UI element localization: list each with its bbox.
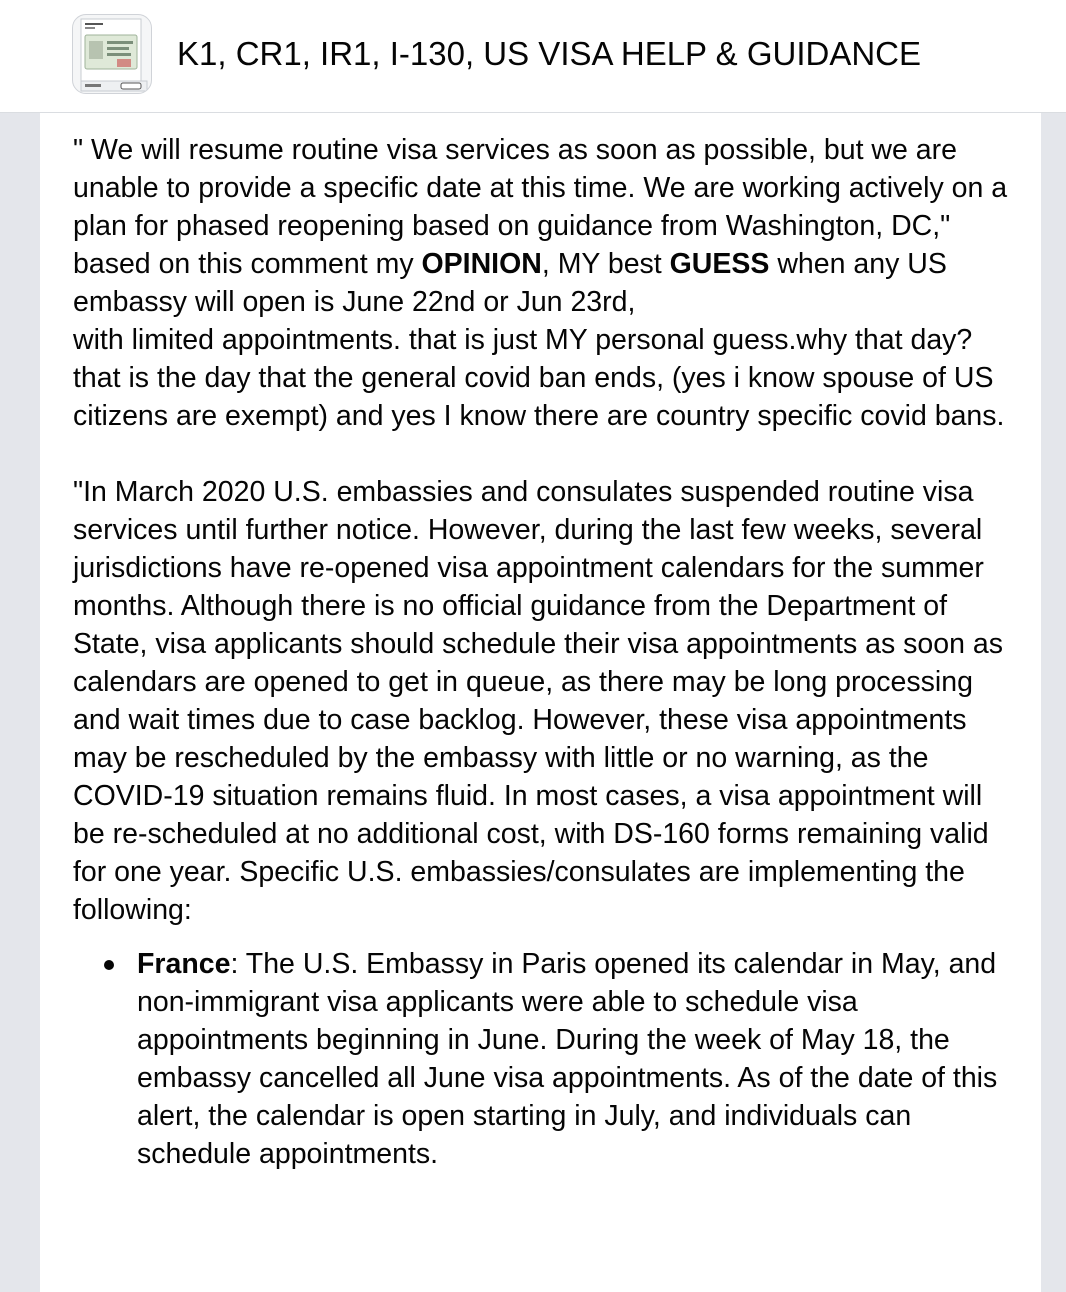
list-item	[73, 945, 1013, 1173]
group-avatar[interactable]	[72, 14, 152, 94]
post-text: , MY best	[541, 248, 670, 280]
post-paragraph: " We will resume routine visa services as soon as possible, but we are unable to provide a specific date at this time. We are working actively on a plan for phased reopening based on guidance from Washington, DC,"	[73, 134, 1008, 242]
bullet-label: France	[137, 948, 231, 980]
post-card	[40, 113, 1041, 1292]
post-body	[73, 131, 1013, 1173]
post-text: when any US embassy will open is June 22nd or Jun 23rd,	[73, 248, 947, 318]
post-bold-text: OPINION	[421, 248, 542, 280]
post-paragraph: "In March 2020 U.S. embassies and consulates suspended routine visa services until further notice. However, during the last few weeks, several jurisdictions have re-opened visa appointment calendars for the summer months. Although there is no official guidance from the Department of State, visa applicants should schedule their visa appointments as soon as calendars are opened to get in queue, as there may be long processing and wait times due to case backlog. However, these visa appointments may be rescheduled by the embassy with little or no warning, as the COVID-19 situation remains fluid. In most cases, a visa appointment will be re-scheduled at no additional cost, with DS-160 forms remaining valid for one year. Specific U.S. embassies/consulates are implementing the following:	[73, 476, 1003, 926]
bullet-dot-icon	[104, 960, 114, 970]
background-left	[0, 113, 40, 1292]
background-right	[1041, 113, 1066, 1292]
group-header	[0, 0, 1066, 113]
group-title[interactable]: K1, CR1, IR1, I-130, US VISA HELP & GUIDANCE	[177, 35, 921, 72]
post-paragraph: with limited appointments. that is just MY personal guess.why that day? that is the day that the general covid ban ends, (yes i know spouse of US citizens are exempt) and yes I know there are country specific covid bans.	[73, 324, 1005, 432]
paragraph-gap	[73, 435, 1013, 473]
post-bold-text: GUESS	[669, 248, 770, 280]
bullet-list	[73, 945, 1013, 1173]
green-card-document-icon	[73, 15, 152, 94]
post-text: based on this comment my	[73, 248, 422, 280]
bullet-text: : The U.S. Embassy in Paris opened its calendar in May, and non-immigrant visa applicants were able to schedule visa appointments beginning in June. During the week of May 18, the embassy cancelled all June visa appointments. As of the date of this alert, the calendar is open starting in July, and individuals can schedule appointments.	[137, 948, 998, 1170]
post-paragraph	[73, 245, 1013, 321]
